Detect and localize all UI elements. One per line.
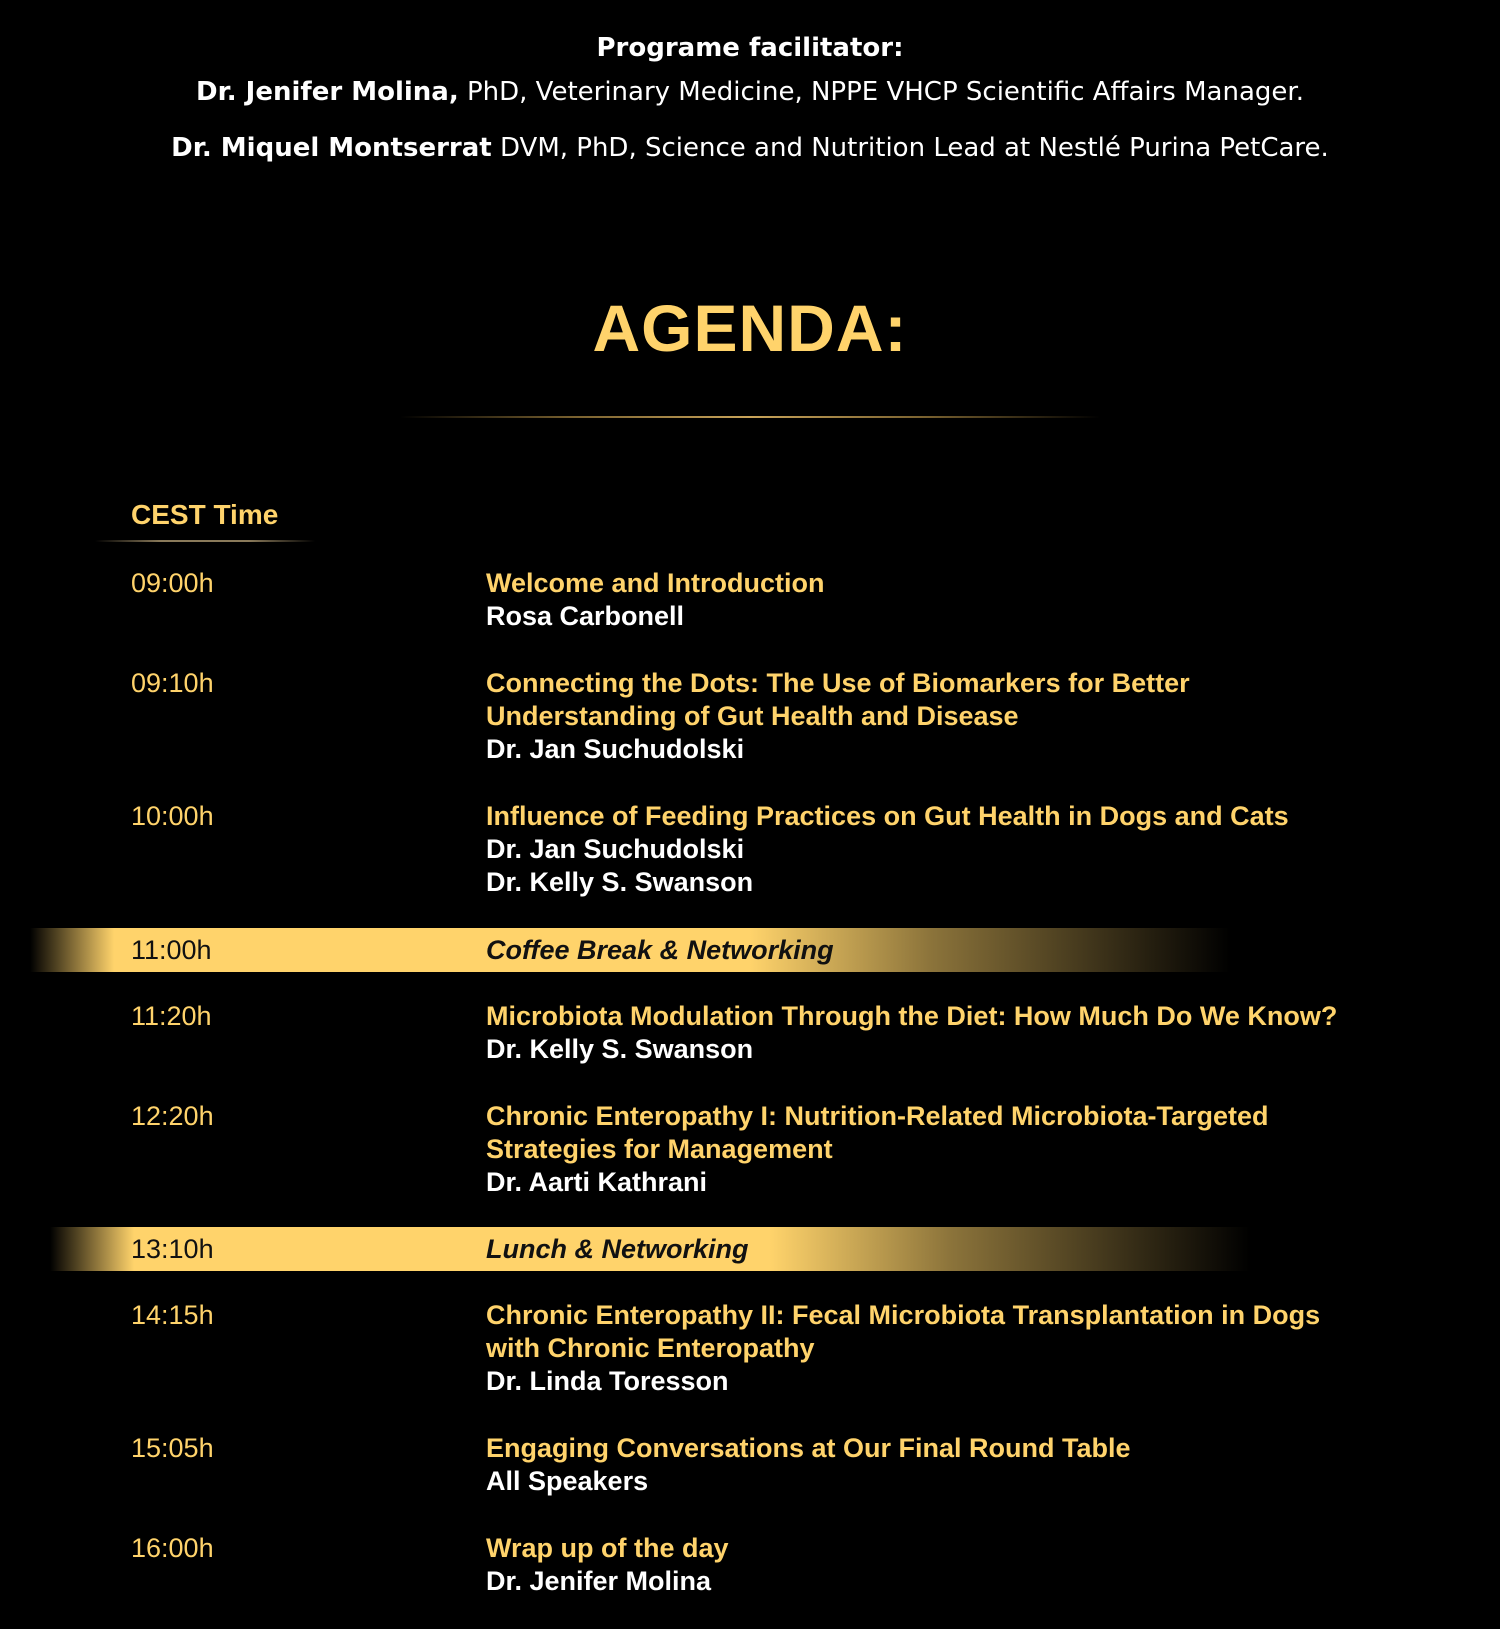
agenda-item-speaker: Dr. Aarti Kathrani [486,1167,708,1197]
agenda-item-speaker: All Speakers [486,1466,649,1496]
break-bar [30,928,1230,972]
agenda-item-time: 09:00h [131,568,214,598]
agenda-item-title: Connecting the Dots: The Use of Biomarkers for Better Understanding of Gut Health and Disease [486,668,1190,731]
agenda-item-body [486,567,1386,633]
agenda-item-time: 10:00h [131,801,214,831]
time-column-divider [95,540,315,542]
agenda-item-speaker: Dr. Linda Toresson [486,1366,729,1396]
facilitators-section [0,28,1500,184]
agenda-item-time: 15:05h [131,1433,214,1463]
agenda-item-body [486,1100,1326,1199]
break-time: 13:10h [131,1234,214,1264]
agenda-item-body [486,1432,1386,1498]
agenda-item-speaker: Dr. Jan Suchudolski [486,734,745,764]
agenda-item-title: Influence of Feeding Practices on Gut Health in Dogs and Cats [486,801,1289,831]
facilitator-line [0,72,1500,128]
agenda-item-time: 12:20h [131,1101,214,1131]
break-bar [50,1227,1250,1271]
agenda-item-speaker: Dr. Kelly S. Swanson [486,1034,754,1064]
facilitator-role: PhD, Veterinary Medicine, NPPE VHCP Scientific Affairs Manager. [458,77,1304,107]
agenda-item-title: Chronic Enteropathy I: Nutrition-Related Microbiota-Targeted Strategies for Management [486,1101,1269,1164]
agenda-item-time: 11:20h [131,1001,212,1031]
facilitator-role: DVM, PhD, Science and Nutrition Lead at Nestlé Purina PetCare. [491,133,1329,163]
agenda-item-speaker: Dr. Jan Suchudolski [486,834,745,864]
agenda-item-time: 14:15h [131,1300,214,1330]
facilitators-heading: Programe facilitator: [596,33,904,63]
break-time: 11:00h [131,935,212,965]
agenda-item-speaker: Rosa Carbonell [486,601,685,631]
facilitator-name: Dr. Jenifer Molina, [196,77,459,107]
agenda-item-body [486,1532,1386,1598]
agenda-item-speaker: Dr. Kelly S. Swanson [486,867,754,897]
agenda-item-body [486,1000,1386,1066]
agenda-item-time: 09:10h [131,668,214,698]
agenda-divider [400,416,1100,418]
agenda-item-title: Engaging Conversations at Our Final Round Table [486,1433,1131,1463]
agenda-title: AGENDA: [592,291,908,365]
agenda-item-body [486,667,1246,766]
time-column-header: CEST Time [131,499,279,530]
facilitator-name: Dr. Miquel Montserrat [171,133,492,163]
facilitator-line [0,128,1500,184]
break-label: Coffee Break & Networking [486,935,834,965]
agenda-item-title: Welcome and Introduction [486,568,825,598]
agenda-item-title: Chronic Enteropathy II: Fecal Microbiota Transplantation in Dogs with Chronic Enteropathy [486,1300,1321,1363]
agenda-item-body [486,1299,1346,1398]
agenda-item-body [486,800,1386,899]
agenda-item-speaker: Dr. Jenifer Molina [486,1566,712,1596]
agenda-item-title: Wrap up of the day [486,1533,729,1563]
agenda-item-time: 16:00h [131,1533,214,1563]
agenda-item-title: Microbiota Modulation Through the Diet: How Much Do We Know? [486,1001,1338,1031]
break-label: Lunch & Networking [486,1234,749,1264]
